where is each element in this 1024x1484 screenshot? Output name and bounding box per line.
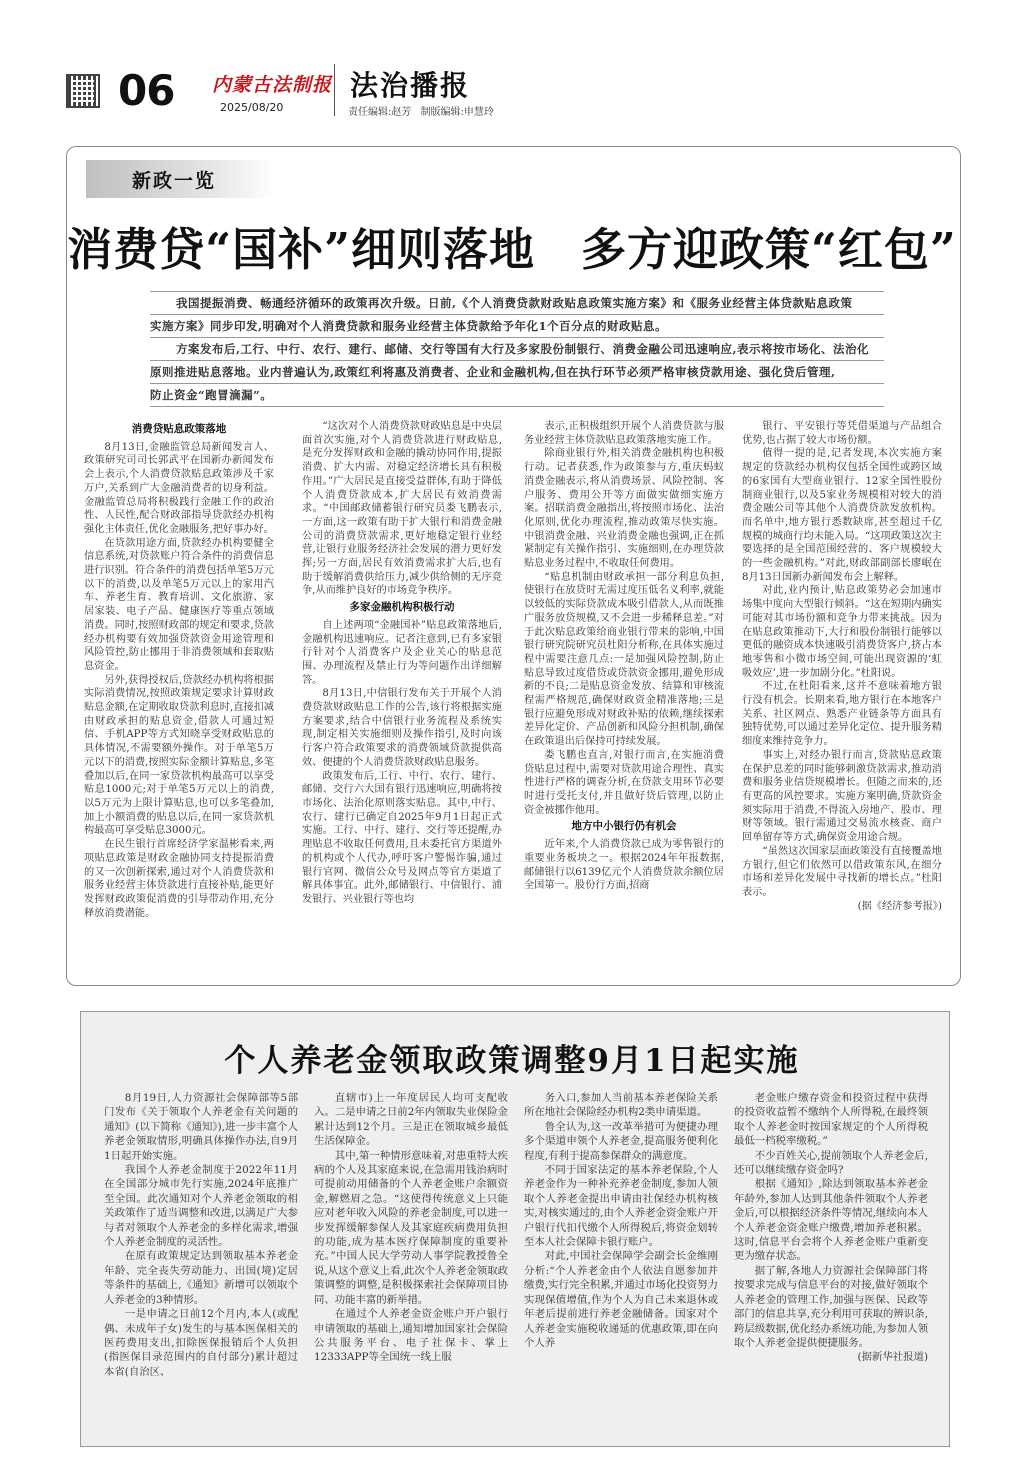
article-1-column-1 [84, 420, 274, 964]
paragraph: 一是申请之日前12个月内,本人(或配偶、未成年子女)发生的与基本医保相关的医药费用支出,扣除医保报销后个人负担(指医保目录范围内的自付部分)累计超过本省(自治区、 [104, 1308, 298, 1378]
paragraph: 娄飞鹏也直言,对银行而言,在实施消费贷贴息过程中,需要对贷款用途合理性、真实性进行严格的调查分析,在贷款支用环节必要时进行受托支付,并且做好贷后管理,以防止资金被挪作他用。 [524, 749, 724, 816]
paragraph: “这次对个人消费贷款财政贴息是中央层面首次实施,对个人消费贷款进行财政贴息,是充分发挥财政和金融的撬动协同作用,提振消费、扩大内需、对稳定经济增长具有积极作用。”广大居民是直接受益群体,有助于降低个人消费贷款成本,扩大居民有效消费需求。“中国邮政储蓄银行研究员娄飞鹏表示,一方面,这一政策有助于扩大银行和消费金融公司的消费贷款需求,更好地稳定银行业经营,让银行业服务经济社会发展的潜力更好发挥;另一方面,居民有效消费需求扩大后,也有助于缓解消费供给压力,减少供给侧的无序竞争,从而维护良好的市场竞争秩序。 [302, 421, 502, 597]
paragraph: 根据《通知》,除达到领取基本养老金年龄外,参加人达到其他条件领取个人养老金后,可以根据经济条件等情况,继续向本人个人养老金资金账户缴费,增加养老积累。这时,信息平台会将个人养老金账户重新变更为缴存状态。 [734, 1178, 928, 1263]
paragraph: 不少百姓关心,提前领取个人养老金后,还可以继续缴存资金吗? [734, 1149, 928, 1177]
summary-line: 方案发布后,工行、中行、农行、建行、邮储、交行等国有大行及多家股份制银行、消费金融公司迅速响应,表示将按市场化、法治化 [176, 342, 870, 356]
summary-line: 原则推进贴息落地。业内普遍认为,政策红利将惠及消费者、企业和金融机构,但在执行环节必须严格审核贷款用途、强化贷后管理, [150, 365, 836, 379]
summary-line: 我国提振消费、畅通经济循环的政策再次升级。日前,《个人消费贷款财政贴息政策实施方案》和《服务业经营主体贷款贴息政策 [176, 296, 853, 310]
issue-date: 2025/08/20 [220, 101, 284, 114]
paragraph: 8月19日,人力资源社会保障部等5部门发布《关于领取个人养老金有关问题的通知》(以下简称《通知》),进一步丰富个人养老金领取情形,明确具体操作办法,自9月1日起开始实施。 [104, 1092, 298, 1162]
summary-line: 防止资金“跑冒滴漏”。 [150, 388, 273, 402]
paragraph: 表示,正积极组织开展个人消费贷款与服务业经营主体贷款贴息政策落地实施工作。 [524, 421, 724, 446]
paragraph: 银行、平安银行等凭借渠道与产品组合优势,也占据了较大市场份额。 [742, 421, 942, 446]
paragraph: 8月13日,中信银行发布关于开展个人消费贷款财政贴息工作的公告,该行将根据实施方案要求,结合中信银行业务流程及系统实现,制定相关实施细则及操作指引,及时向该行客户符合政策要求的消费领域贷款提供高效、便捷的个人消费贷款财政贴息服务。 [302, 688, 502, 768]
paragraph: 鲁全认为,这一改革举措可为便捷办理多个渠道申领个人养老金,提高服务便利化程度,有利于提高参保群众的满意度。 [524, 1120, 718, 1162]
page-number: 06 [118, 66, 175, 115]
article-1-column-3 [524, 420, 724, 964]
paragraph: “虽然这次国家层面政策没有直接覆盖地方银行,但它们依然可以借政策东风,在细分市场和差异化发展中寻找新的增长点。”杜阳表示。 [742, 845, 942, 898]
article-2-column-2 [314, 1091, 508, 1431]
paragraph: 值得一提的是,记者发现,本次实施方案规定的贷款经办机构仅包括全国性或跨区域的6家国有大型商业银行、12家全国性股份制商业银行,以及5家业务规模相对较大的消费金融公司等其他个人消费贷款发放机构。而名单中,地方银行悉数缺席,甚至超过千亿规模的城商行均未能入局。“这项政策这次主要选择的是全国范围经营的、客户规模较大的一些金融机构。”对此,财政部副部长廖岷在8月13日国新办新闻发布会上解释。 [742, 448, 942, 583]
paragraph: 不同于国家法定的基本养老保险,个人养老金作为一种补充养老金制度,参加人领取个人养老金提出申请由社保经办机构核实,对核实通过的,由个人养老金资金账户开户银行代扣代缴个人所得税后,将资金划转至本人社会保障卡银行账户。 [524, 1164, 718, 1249]
article-2-column-4 [734, 1091, 928, 1431]
article-2-column-1 [104, 1091, 298, 1431]
subhead: 地方中小银行仍有机会 [571, 820, 677, 833]
editor-label: 责任编辑:赵芳 [348, 107, 412, 118]
subhead: 消费贷贴息政策落地 [131, 423, 227, 435]
paragraph: “贴息机制由财政承担一部分利息负担,使银行在放贷时无需过度压低名义利率,就能以较低的实际贷款成本吸引借款人,从而既推广服务放贷规模,又不会进一步稀释息差。”对于此次贴息政策给商业银行带来的影响,中国银行研究院研究员杜阳分析称,在具体实施过程中需要注意几点:一是加强风险控制,防止贴息导致过度借贷或贷款资金挪用,避免形成新的不良;二是贴息资金发放、结算和审核流程需严格规范,确保财政资金精准落地;三是银行应避免形成对财政补贴的依赖,继续探索差异化定价、产品创新和风险分担机制,确保在政策退出后保持可持续发展。 [524, 571, 724, 748]
paragraph: 在民生银行首席经济学家温彬看来,两项贴息政策是财政金融协同支持提振消费的又一次创新探索,通过对个人消费贷款和服务业经营主体贷款进行直接补贴,能更好发挥财政政策促消费的引导带动作用,充分释放消费潜能。 [84, 839, 274, 919]
paragraph: 对此,中国社会保障学会副会长金维刚分析:“个人养老金由个人依法自愿参加并缴费,实行完全积累,并通过市场化投资努力实现保值增值,作为个人为自己未来退休或年老后提前进行养老金融储备。国家对个人养老金实施税收递延的优惠政策,即在向个人养 [524, 1250, 718, 1349]
source-credit: (据《经济参考报》) [857, 900, 942, 912]
paragraph: 老金账户缴存资金和投资过程中获得的投资收益暂不缴纳个人所得税,在最终领取个人养老金时按国家规定的个人所得税最低一档税率缴税。” [734, 1092, 928, 1148]
paragraph: 我国个人养老金制度于2022年11月在全国部分城市先行实施,2024年底推广至全国。此次通知对个人养老金领取的相关政策作了适当调整和改进,以满足广大参与者对领取个人养老金的多样化需求,增强个人养老金制度的灵活性。 [104, 1164, 298, 1249]
article-1-column-4 [742, 420, 942, 964]
paragraph: 在原有政策规定达到领取基本养老金年龄、完全丧失劳动能力、出国(境)定居等条件的基础上,《通知》新增可以领取个人养老金的3种情形。 [104, 1250, 298, 1306]
newspaper-logo: 内蒙古法制报 [212, 74, 333, 96]
paragraph: 8月13日,金融监管总局新闻发言人、政策研究司司长郭武平在国新办新闻发布会上表示,个人消费贷款贴息政策涉及千家万户,关系到广大金融消费者的切身利益。金融监管总局将积极践行金融工作的政治性、人民性,配合财政部指导贷款经办机构强化主体责任,优化金融服务,把好事办好。 [84, 441, 274, 535]
paragraph: 据了解,各地人力资源社会保障部门将按要求完成与信息平台的对接,做好领取个人养老金的管理工作,加强与医保、民政等部门的信息共享,充分利用可获取的辨识条,跨层级数据,优化经办系统功能,为参加人领取个人养老金提供便捷服务。 [734, 1264, 928, 1349]
qr-code-icon [66, 74, 100, 108]
article-2-headline: 个人养老金领取政策调整9月1日起实施 [224, 1043, 800, 1079]
source-credit: (据新华社报道) [857, 1351, 928, 1364]
producer-label: 制版编辑:申慧玲 [420, 107, 494, 118]
paragraph: 另外,获得授权后,贷款经办机构将根据实际消费情况,按照政策规定要求计算财政贴息金额,在定期收取贷款利息时,直接扣减由财政承担的贴息资金,借款人可通过短信、手机APP等方式知晓享受财政贴息的具体情况,不需要额外操作。对于单笔5万元以下的消费,按照实际金额计算贴息,多笔叠加以后,在同一家贷款机构最高可以享受贴息1000元;对于单笔5万元以上的消费,以5万元为上限计算贴息,也可以多笔叠加,加上小额消费的贴息以后,在同一家贷款机构最高可享受贴息3000元。 [84, 674, 274, 837]
article-2-column-3 [524, 1091, 718, 1431]
article-1-summary [150, 291, 884, 407]
paragraph: 不过,在杜阳看来,这并不意味着地方银行没有机会。长期来看,地方银行在本地客户关系、社区网点、熟悉产业链条等方面具有独特优势,可以通过差异化定位、提升服务精细度来维持竞争力。 [742, 681, 942, 748]
paragraph: 在通过个人养老金资金账户开户银行申请领取的基础上,通知增加国家社会保险公共服务平台、电子社保卡、掌上12333APP等全国统一线上服 [314, 1308, 508, 1364]
editor-credits [348, 103, 500, 118]
paragraph: 近年来,个人消费贷款已成为零售银行的重要业务板块之一。根据2024年年报数据,邮储银行以6139亿元个人消费贷款余额位居全国第一。股份行方面,招商 [524, 839, 724, 892]
section-title: 法治播报 [350, 69, 471, 102]
paragraph: 在贷款用途方面,贷款经办机构要健全信息系统,对贷款账户符合条件的消费信息进行识别。符合条件的消费包括单笔5万元以下的消费,以及单笔5万元以上的家用汽车、养老生育、教育培训、文化旅游、家居家装、电子产品、健康医疗等重点领域消费。同时,按照财政部的规定和要求,贷款经办机构要有效加强贷款资金用途管理和风险管控,防止挪用于非消费领域和套取贴息资金。 [84, 537, 274, 672]
paragraph: 除商业银行外,相关消费金融机构也积极行动。记者获悉,作为政策参与方,重庆蚂蚁消费金融表示,将从消费场景、风险控制、客户服务、费用公开等方面做实做细实施方案。招联消费金融指出,将按照市场化、法治化原则,优化办理流程,推动政策尽快实施。中银消费金融、兴业消费金融也强调,正在抓紧制定有关操作指引、实施细则,在办理贷款贴息业务过程中,不收取任何费用。 [524, 448, 724, 570]
paragraph: 政策发布后,工行、中行、农行、建行、邮储、交行六大国有银行迅速响应,明确将按市场化、法治化原则落实贴息。其中,中行、农行、建行已确定自2025年9月1日起正式实施。工行、中行、建行、交行等还提醒,办理贴息不收取任何费用,且未委托官方渠道外的机构或个人代办,呼吁客户警惕诈骗,通过银行官网、微信公众号及网点等官方渠道了解具体事宜。此外,邮储银行、中信银行、浦发银行、兴业银行等也均 [302, 770, 502, 905]
paragraph: 事实上,对经办银行而言,贷款贴息政策在保护息差的同时能够刺激贷款需求,推动消费和服务业信贷规模增长。但随之而来的,还有更高的风控要求。实施方案明确,贷款资金须实际用于消费,不得流入房地产、股市、理财等领域。银行需通过交易流水核查、商户回单留存等方式,确保资金用途合规。 [742, 749, 942, 844]
article-1-column-2 [302, 420, 502, 964]
summary-rule [150, 406, 884, 407]
masthead-divider [334, 64, 335, 116]
paragraph: 对此,业内预计,贴息政策势必会加速市场集中度向大型银行倾斜。“这在短期内确实可能对其市场份额和竞争力带来挑战。因为在贴息政策推动下,大行和股份制银行能够以更低的融资成本快速吸引消费贷客户,挤占本地零售和小微市场空间,可能出现资源的‘虹吸效应’,进一步加剧分化。”杜阳说。 [742, 585, 942, 679]
paragraph: 自上述两项“金融国补”贴息政策落地后,金融机构迅速响应。记者注意到,已有多家银行针对个人消费客户及企业关心的贴息范围、办理流程及禁止行为等问题作出详细解答。 [302, 619, 502, 686]
paragraph: 直辖市)上一年度居民人均可支配收入。二是申请之日前2年内领取失业保险金累计达到12个月。三是正在领取城乡最低生活保障金。 [314, 1092, 508, 1148]
article-1-headline: 消费贷“国补”细则落地 多方迎政策“红包” [67, 223, 957, 276]
article-1-kicker: 新政一览 [132, 170, 217, 192]
paragraph: 务入口,参加人当前基本养老保险关系所在地社会保险经办机构2类申请渠道。 [524, 1092, 718, 1119]
paragraph: 其中,第一种情形意味着,对患重特大疾病的个人及其家庭来说,在急需用钱治病时可提前动用储备的个人养老金账户余额资金,解燃眉之急。“这使得传统意义上只能应对老年收入风险的养老金制度,可以进一步发挥缓解参保人及其家庭疾病费用负担的功能,成为基本医疗保障制度的重要补充。”中国人民大学劳动人事学院教授鲁全说,从这个意义上看,此次个人养老金领取政策调整的调整,是积极探索社会保障项目协同、功能丰富的新举措。 [314, 1149, 508, 1306]
subhead: 多家金融机构积极行动 [349, 601, 455, 614]
summary-line: 实施方案》同步印发,明确对个人消费贷款和服务业经营主体贷款给予年化1个百分点的财政贴息。 [150, 319, 668, 333]
